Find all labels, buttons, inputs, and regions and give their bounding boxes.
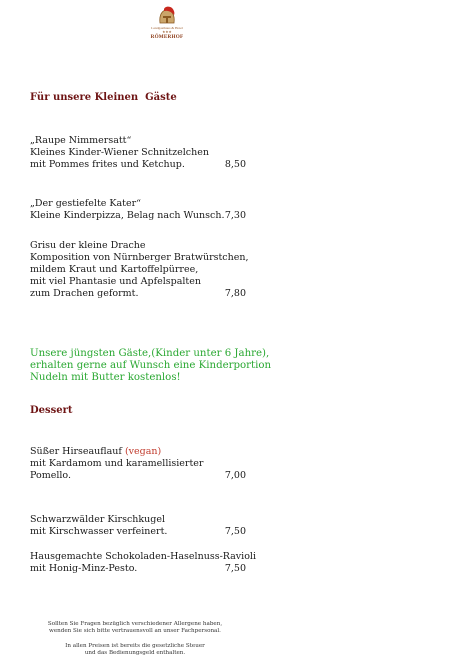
item-price: 7,50 (224, 563, 246, 574)
menu-item-gestiefelte-kater (30, 198, 246, 222)
item-line: mit Honig-Minz-Pesto. (30, 563, 138, 574)
item-line: mildem Kraut und Kartoffelpürree, (30, 264, 199, 275)
item-line: Kleines Kinder-Wiener Schnitzelchen (30, 147, 209, 158)
item-price: 8,50 (224, 159, 246, 170)
item-line: Grisu der kleine Drache (30, 240, 146, 251)
item-price: 7,80 (224, 288, 246, 299)
menu-item-grisu (30, 240, 249, 300)
footer-line: Sollten Sie Fragen bezüglich verschiedener Allergene haben, (47, 621, 223, 627)
item-line: Hausgemachte Schokoladen-Haselnuss-Ravioli (30, 551, 257, 562)
allergen-notice (0, 621, 270, 635)
menu-item-raupe-nimmersatt (30, 135, 246, 171)
dessert-section-heading: Dessert (30, 405, 73, 416)
menu-item-kirschkugel (30, 514, 246, 538)
logo-script-text: Landgasthaus & Hotel (151, 26, 183, 30)
item-price: 7,30 (224, 210, 246, 221)
menu-item-hirseauflauf (30, 446, 246, 482)
tax-notice (0, 643, 270, 657)
item-line: mit Pommes frites und Ketchup. (30, 159, 185, 170)
footer-line: wenden Sie sich bitte vertrauensvoll an unser Fachpersonal. (49, 628, 221, 634)
item-line: Schwarzwälder Kirschkugel (30, 514, 165, 525)
restaurant-logo (144, 6, 190, 48)
helmet-icon (156, 6, 178, 25)
notice-line: Nudeln mit Butter kostenlos! (30, 372, 181, 383)
item-price: 7,00 (224, 470, 246, 481)
menu-item-schokoladen-ravioli (30, 551, 257, 575)
kids-section-heading: Für unsere Kleinen Gäste (30, 92, 177, 103)
notice-line: erhalten gerne auf Wunsch eine Kinderportion (30, 360, 272, 371)
item-line: mit Kardamom und karamellisierter (30, 458, 204, 469)
item-line: mit viel Phantasie und Apfelspalten (30, 276, 201, 287)
kids-free-pasta-notice (30, 348, 271, 384)
vegan-tag: (vegan) (124, 446, 162, 457)
footer-line: und das Bedienungsgeld enthalten. (84, 650, 186, 656)
item-line: „Raupe Nimmersatt“ (30, 135, 132, 146)
item-name: Süßer Hirseauflauf (30, 446, 125, 457)
item-line: Pomello. (30, 470, 72, 481)
item-price: 7,50 (224, 526, 246, 537)
item-line: Kleine Kinderpizza, Belag nach Wunsch. (30, 210, 225, 221)
item-line: „Der gestiefelte Kater“ (30, 198, 142, 209)
item-line: mit Kirschwasser verfeinert. (30, 526, 168, 537)
logo-brand-name: RÖMERHOF (150, 34, 184, 40)
footer-line: In allen Preisen ist bereits die gesetzliche Steuer (65, 643, 205, 649)
item-line: Komposition von Nürnberger Bratwürstchen, (30, 252, 249, 263)
item-line: zum Drachen geformt. (30, 288, 139, 299)
notice-line: Unsere jüngsten Gäste,(Kinder unter 6 Jahre), (30, 348, 270, 359)
logo-stars: ★★★ (162, 30, 172, 34)
